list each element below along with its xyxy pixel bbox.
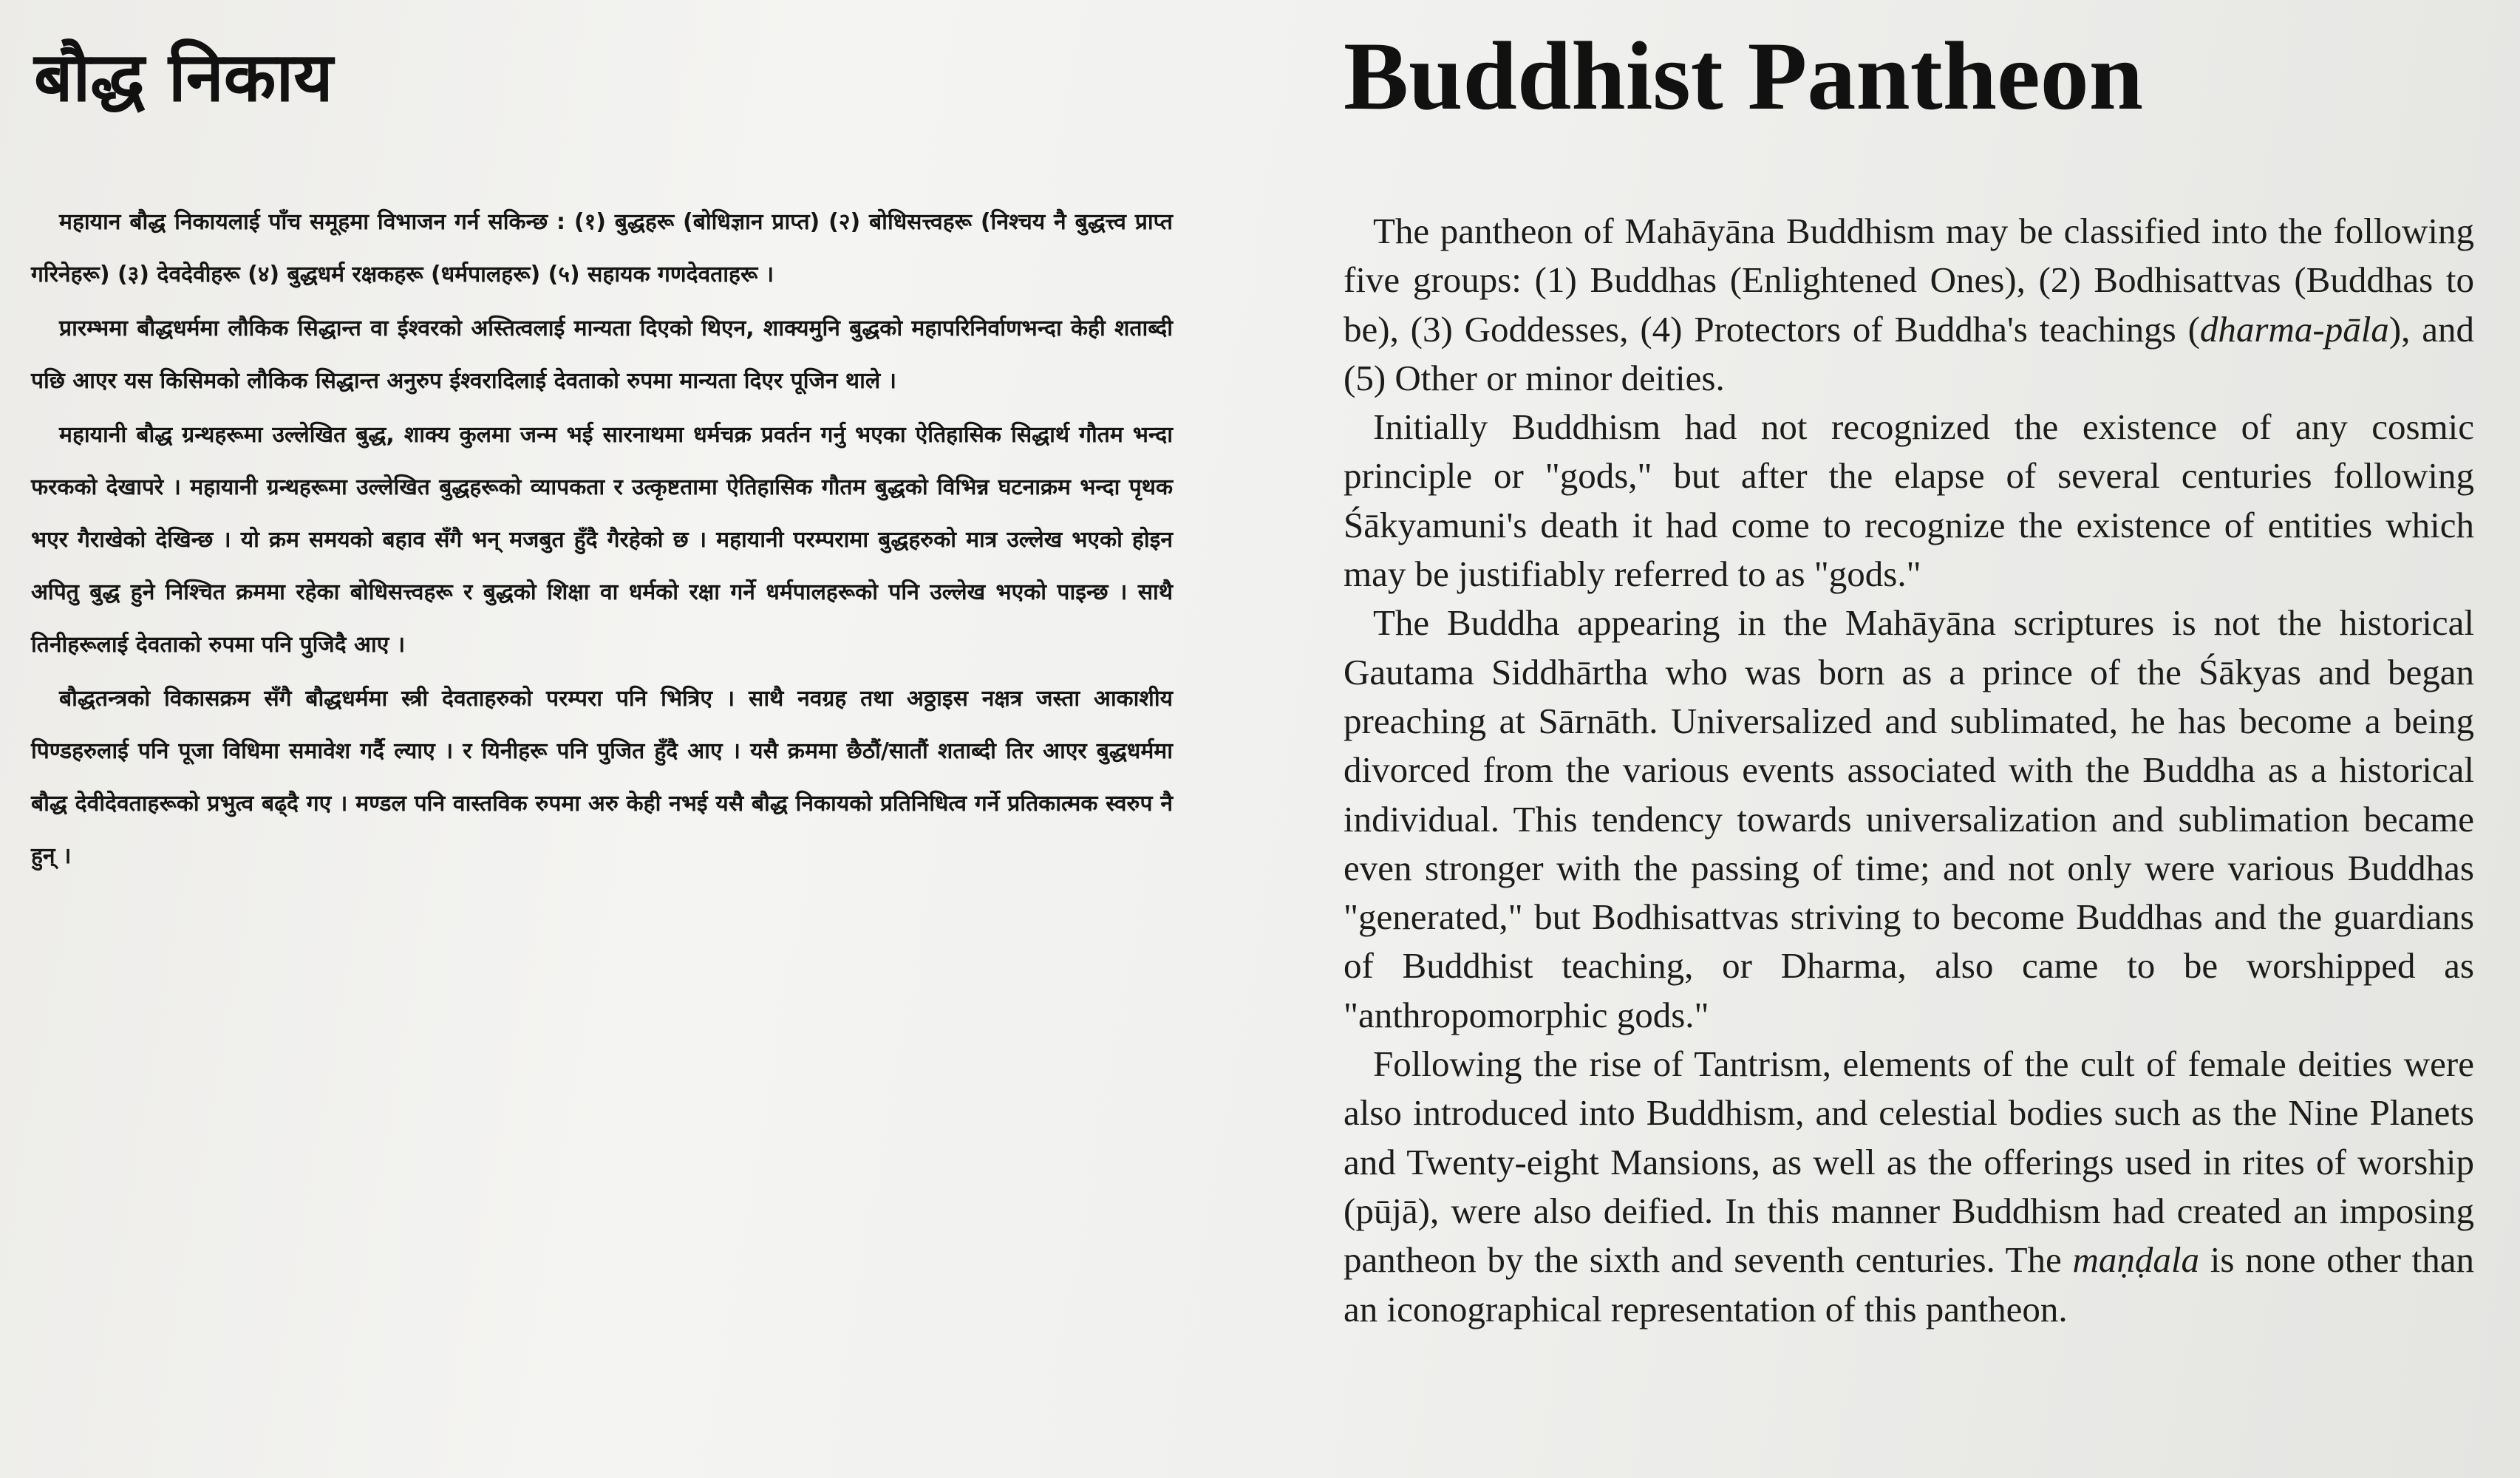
english-paragraph-text: Following the rise of Tantrism, elements of the cult of female deities were also introduced into Buddhism, and celestial bodies such as the Nine Planets and Twenty-eight Mansions, as well as the offerings used in rites of worship (pūjā), were also deified. In this manner Buddhism had created an imposing pantheon by the sixth and seventh centuries. The bbox=[1344, 1043, 2474, 1281]
english-paragraph-text: is none other than an iconographical representation of this pantheon. bbox=[1344, 1239, 2474, 1329]
english-paragraph bbox=[1344, 1040, 2474, 1334]
english-italic-term: dharma-pāla bbox=[2199, 308, 2389, 350]
english-paragraph: Initially Buddhism had not recognized the existence of any cosmic principle or "gods," but after the elapse of several centuries following Śākyamuni's death it had come to recognize the existence of entities which may be justifiably referred to as "gods." bbox=[1344, 406, 2474, 595]
nepali-column bbox=[31, 30, 1173, 884]
english-title: Buddhist Pantheon bbox=[1344, 21, 2144, 130]
nepali-paragraph: बौद्धतन्त्रको विकासक्रम सँगै बौद्धधर्ममा स्त्री देवताहरुको परम्परा पनि भित्रिए । साथै नवग्रह तथा अठ्ठाइस नक्षत्र जस्ता आकाशीय पिण्डहरुलाई पनि पूजा विधिमा समावेश गर्दै ल्याए । र यिनीहरू पनि पुजित हुँदै आए । यसै क्रममा छैठौं/सातौं शताब्दी तिर आएर बुद्धधर्ममा बौद्ध देवीदेवताहरूको प्रभुत्व बढ्दै गए । मण्डल पनि वास्तविक रुपमा अरु केही नभई यसै बौद्ध निकायको प्रतिनिधित्व गर्ने प्रतिकात्मक स्वरुप नै हुन् । bbox=[31, 686, 1174, 869]
english-paragraph: The Buddha appearing in the Mahāyāna scriptures is not the historical Gautama Siddhārtha who was born as a prince of the Śākyas and began preaching at Sārnāth. Universalized and sublimated, he has become a being divorced from the various events associated with the Buddha as a historical individual. This tendency towards universalization and sublimation became even stronger with the passing of time; and not only were various Buddhas "generated," but Bodhisattvas striving to become Buddhas and the guardians of Buddhist teaching, or Dharma, also came to be worshipped as "anthropomorphic gods." bbox=[1344, 602, 2474, 1035]
english-paragraph-text: ), and (5) Other or minor deities. bbox=[1344, 308, 2474, 398]
nepali-paragraph: महायान बौद्ध निकायलाई पाँच समूहमा विभाजन गर्न सकिन्छ : (१) बुद्धहरू (बोधिज्ञान प्राप्त) (२) बोधिसत्त्वहरू (निश्चय नै बुद्धत्त्व प्राप्त गरिनेहरू) (३) देवदेवीहरू (४) बुद्धधर्म रक्षकहरू (धर्मपालहरू) (५) सहायक गणदेवताहरू । bbox=[31, 209, 1173, 287]
nepali-paragraph: महायानी बौद्ध ग्रन्थहरूमा उल्लेखित बुद्ध, शाक्य कुलमा जन्म भई सारनाथमा धर्मचक्र प्रवर्तन गर्नु भएका ऐतिहासिक सिद्धार्थ गौतम भन्दा फरकको देखापरे । महायानी ग्रन्थहरूमा उल्लेखित बुद्धहरूको व्यापकता र उत्कृष्टतामा ऐतिहासिक गौतम बुद्धको विभिन्न घटनाक्रम भन्दा पृथक भएर गैराखेको देखिन्छ । यो क्रम समयको बहाव सँगै भन् मजबुत हुँदै गैरहेको छ । महायानी परम्परामा बुद्धहरुको मात्र उल्लेख भएको होइन अपितु बुद्ध हुने निश्चित क्रममा रहेका बोधिसत्त्वहरू र बुद्धको शिक्षा वा धर्मको रक्षा गर्ने धर्मपालहरूको पनि उल्लेख भएको पाइन्छ । साथै तिनीहरूलाई देवताको रुपमा पनि पुजिदै आए । bbox=[31, 422, 1173, 658]
english-italic-term: maṇḍala bbox=[2072, 1239, 2200, 1281]
nepali-title: बौद्ध निकाय bbox=[34, 38, 333, 117]
english-column bbox=[1344, 21, 2474, 1334]
nepali-paragraph: प्रारम्भमा बौद्धधर्ममा लौकिक सिद्धान्त वा ईश्वरको अस्तित्वलाई मान्यता दिएको थिएन, शाक्यमुनि बुद्धको महापरिनिर्वाणभन्दा केही शताब्दी पछि आएर यस किसिमको लौकिक सिद्धान्त अनुरुप ईश्वरादिलाई देवताको रुपमा मान्यता दिएर पूजिन थाले । bbox=[31, 316, 1173, 394]
english-paragraph bbox=[1344, 207, 2474, 403]
english-paragraph-text: The pantheon of Mahāyāna Buddhism may be classified into the following five groups: (1) Buddhas (Enlightened Ones), (2) Bodhisattvas (Buddhas to be), (3) Goddesses, (4) Protectors of Buddha's teachings ( bbox=[1344, 211, 2474, 350]
